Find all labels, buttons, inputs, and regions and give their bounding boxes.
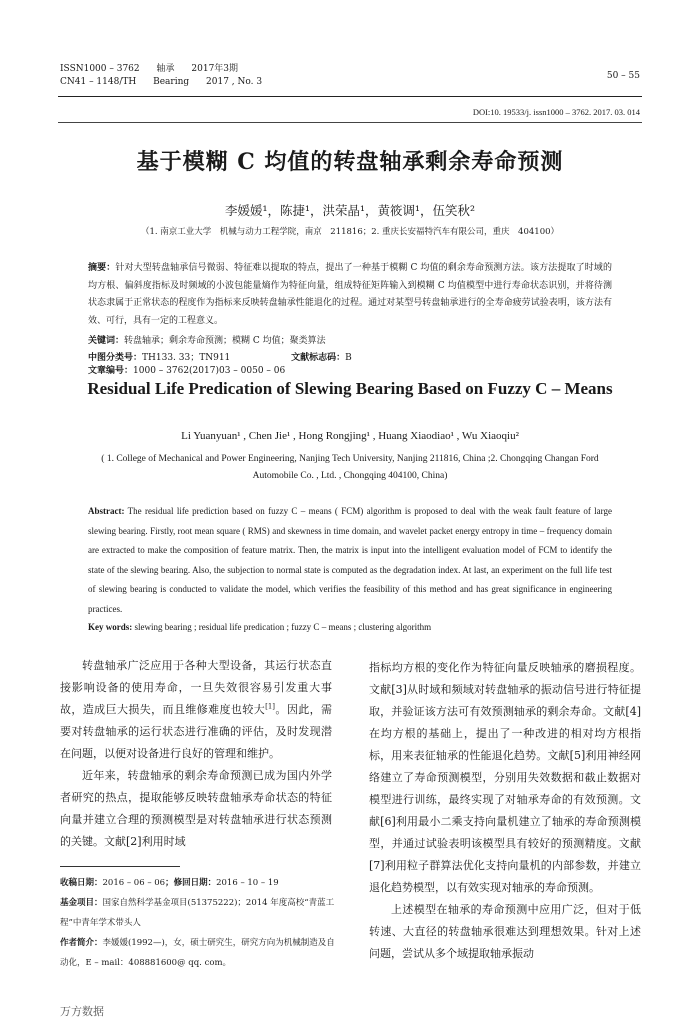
keywords-cn <box>88 333 612 346</box>
footnote-author: 作者简介：李媛媛(1992—)，女，硕士研究生，研究方向为机械制造及自动化，E – mail：408881600@ qq. com。 <box>60 938 335 968</box>
title-cn: 基于模糊 C 均值的转盘轴承剩余寿命预测 <box>136 149 564 175</box>
keywords-en-text: slewing bearing ; residual life predication ; fuzzy C – means ; clustering algorithm <box>132 622 432 632</box>
footnote-rule <box>60 866 180 867</box>
clc-label: 中图分类号： <box>88 353 143 363</box>
watermark-text: 万方数据 <box>60 1005 104 1018</box>
keywords-en-label: Key words: <box>88 622 133 632</box>
issue-en: 2017 , No. 3 <box>206 77 263 87</box>
keywords-en <box>88 622 612 632</box>
doc-code-label: 文献标志码： <box>291 353 346 363</box>
authors-cn: 李媛媛¹，陈捷¹，洪荣晶¹，黄筱调¹，伍笑秋² <box>224 203 476 218</box>
keywords-cn-text: 转盘轴承；剩余寿命预测；模糊 C 均值；聚类算法 <box>124 336 326 346</box>
body-paragraph: 上述模型在轴承的寿命预测中应用广泛，但对于低转速、大直径的转盘轴承很难达到理想效果。针对上述问题，尝试从多个域提取轴承振动 <box>369 903 641 960</box>
footnote-dates: 收稿日期：2016 – 06 – 06；修回日期：2016 – 10 – 19 <box>60 878 279 888</box>
abstract-en-label: Abstract: <box>88 506 125 516</box>
body-paragraph: 指标均方根的变化作为特征向量反映轴承的磨损程度。文献[3]从时域和频域对转盘轴承的振动信号进行特征提取，并验证该方法可有效预测轴承的剩余寿命。文献[4]在均方根的基础上，提出了一种改进的相对均方根指标，用来表征轴承的性能退化趋势。文献[5]利用神经网络建立了寿命预测模型，分别用失效数据和截止数据对模型进行训练，最终实现了对轴承寿命的有效预测。文献[6]利用最小二乘支持向量机建立了轴承的寿命预测模型，并通过试验表明该模型具有较好的预测精度。文献[7]利用粒子群算法优化支持向量机的内部参数，并建立退化趋势模型，以有效实现对轴承的寿命预测。 <box>369 661 641 894</box>
abstract-en <box>88 502 612 620</box>
citation[interactable]: [1] <box>265 702 276 711</box>
body-paragraph: 近年来，转盘轴承的剩余寿命预测已成为国内外学者研究的热点，提取能够反映转盘轴承寿命状态的特征向量并建立合理的预测模型是对转盘轴承进行状态预测的关键。文献[2]利用时域 <box>60 769 332 848</box>
abstract-cn-label: 摘要： <box>88 263 116 273</box>
classification-row <box>88 350 612 376</box>
running-header-left <box>60 63 276 89</box>
doi-rule <box>58 122 642 123</box>
journal-name-cn: 轴承 <box>156 64 175 74</box>
page-range: 50 – 55 <box>606 71 640 81</box>
footnote-fund: 基金项目：国家自然科学基金项目(51375222)；2014 年度高校“青蓝工程”中青年学术带头人 <box>60 898 335 928</box>
body-column-right <box>369 657 641 965</box>
cn-number: CN41 – 1148/TH <box>60 77 137 87</box>
issn: ISSN1000 – 3762 <box>60 64 140 74</box>
article-no-label: 文章编号： <box>88 366 134 376</box>
doc-code-value: B <box>345 353 352 363</box>
affiliation-en: ( 1. College of Mechanical and Power Engineering, Nanjing Tech University, Nanjing 211816, China ;2. Chongqing Changan Ford Automobile Co. , Ltd. , Chongqing 404100, China) <box>101 454 599 481</box>
body-paragraph: 转盘轴承广泛应用于各种大型设备，其运行状态直接影响设备的使用寿命，一旦失效很容易引发重大事故，造成巨大损失，而且维修难度也较大[1]。因此，需要对转盘轴承的运行状态进行准确的评估，及时发现潜在问题，以便对设备进行良好的管理和维护。 <box>60 659 333 760</box>
abstract-en-text: The residual life prediction based on fuzzy C – means ( FCM) algorithm is proposed to deal with the weak fault feature of large slewing bearing. Firstly, root mean square ( RMS) and skewness in time domain, and wavelet packet energy entropy in time – frequency domain are extracted to make the composition of feature matrix. Then, the matrix is input into the intelligent evaluation model of FCM to identify the state of the slewing bearing. Also, the subjection to normal state is computed as the degradation index. At last, an experiment on the full life test of slewing bearing is conducted to validate the model, which verifies the feasibility of this method and has great significance in engineering practices. <box>88 506 612 614</box>
doi[interactable]: DOI:10. 19533/j. issn1000 – 3762. 2017. 03. 014 <box>472 107 640 117</box>
article-no-value: 1000 – 3762(2017)03 – 0050 – 06 <box>133 366 286 376</box>
footnote <box>60 873 340 973</box>
journal-name-en: Bearing <box>153 77 190 87</box>
keywords-cn-label: 关键词： <box>88 336 125 346</box>
authors-en: Li Yuanyuan¹ , Chen Jie¹ , Hong Rongjing¹ , Huang Xiaodiao¹ , Wu Xiaoqiu² <box>181 430 519 442</box>
header-rule <box>58 96 642 97</box>
body-column-left <box>60 655 332 853</box>
clc-value: TH133. 33；TN911 <box>142 353 231 363</box>
title-en: Residual Life Predication of Slewing Bearing Based on Fuzzy C – Means <box>87 379 613 398</box>
abstract-cn <box>88 260 612 330</box>
issue-cn: 2017年3期 <box>191 64 239 74</box>
affiliation-cn: （1. 南京工业大学 机械与动力工程学院，南京 211816；2. 重庆长安福特汽车有限公司，重庆 404100） <box>140 227 560 237</box>
abstract-cn-text: 针对大型转盘轴承信号微弱、特征难以提取的特点，提出了一种基于模糊 C 均值的剩余寿命预测方法。该方法提取了时域的均方根、偏斜度指标及时频域的小波包能量熵作为特征向量，组成特征矩阵输入到模糊 C 均值模型中进行寿命状态识别，并将待测状态隶属于正常状态的程度作为指标来反映转盘轴承性能退化的过程。通过对某型号转盘轴承进行的全寿命疲劳试验表明，该方法有效、可行，具有一定的工程意义。 <box>88 263 612 326</box>
